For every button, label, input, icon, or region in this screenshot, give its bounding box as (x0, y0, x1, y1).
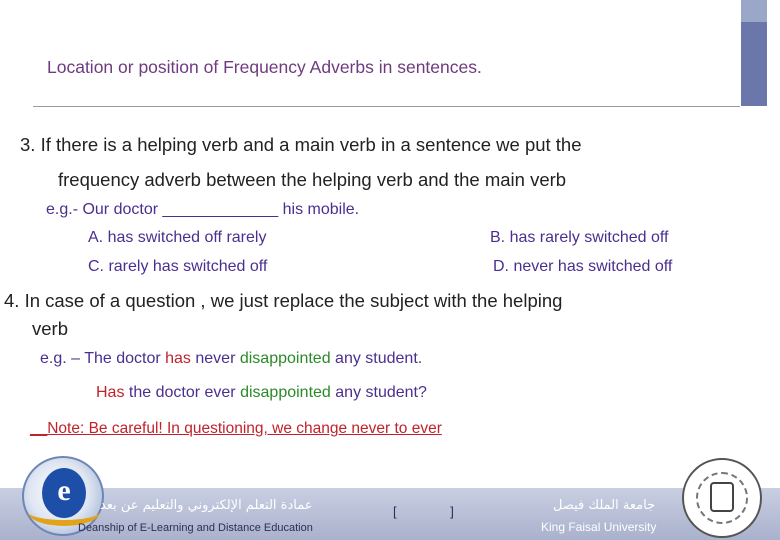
question-example (96, 384, 427, 402)
example-2 (40, 350, 422, 368)
deanship-arabic: عمادة التعلم الإلكتروني والتعليم عن بعد (100, 498, 313, 513)
seal-core (710, 482, 734, 512)
footer (0, 470, 780, 540)
accent-bar-light (741, 0, 767, 22)
university-seal-icon (682, 458, 762, 538)
question-suffix: any student? (330, 384, 427, 401)
university-english: King Faisal University (541, 520, 657, 534)
note-text: __Note: Be careful! In questioning, we change never to ever (30, 420, 442, 437)
university-arabic: جامعة الملك فيصل (553, 498, 656, 513)
example-2-has: has (165, 350, 191, 367)
logo-letter: e (42, 468, 86, 518)
title-divider (33, 106, 740, 107)
page-number-brackets: [ ] (393, 504, 479, 519)
accent-bar (741, 22, 767, 106)
slide-title: Location or position of Frequency Adverbs in sentences. (47, 57, 482, 77)
rule-3-line-1: 3. If there is a helping verb and a main verb in a sentence we put the (20, 134, 582, 155)
example-2-prefix: e.g. – The doctor (40, 350, 166, 367)
question-has: Has (96, 384, 125, 401)
accent-bar-gap (767, 0, 780, 106)
rule-3-line-2: frequency adverb between the helping verb and the main verb (58, 169, 567, 190)
option-a: A. has switched off rarely (88, 229, 267, 246)
option-d: D. never has switched off (493, 258, 673, 275)
example-2-mid: never (190, 350, 240, 367)
example-2-suffix: any student. (330, 350, 423, 367)
rule-4-line-1: 4. In case of a question , we just replace the subject with the helping (4, 290, 563, 311)
deanship-english: Deanship of E-Learning and Distance Education (78, 522, 313, 534)
option-c: C. rarely has switched off (88, 258, 268, 275)
example-1: e.g.- Our doctor _____________ his mobile. (46, 201, 360, 218)
option-b: B. has rarely switched off (490, 229, 669, 246)
question-mid: the doctor ever (124, 384, 241, 401)
example-2-verb: disappointed (239, 350, 331, 367)
rule-4-line-2: verb (32, 318, 68, 339)
question-verb: disappointed (240, 384, 331, 401)
